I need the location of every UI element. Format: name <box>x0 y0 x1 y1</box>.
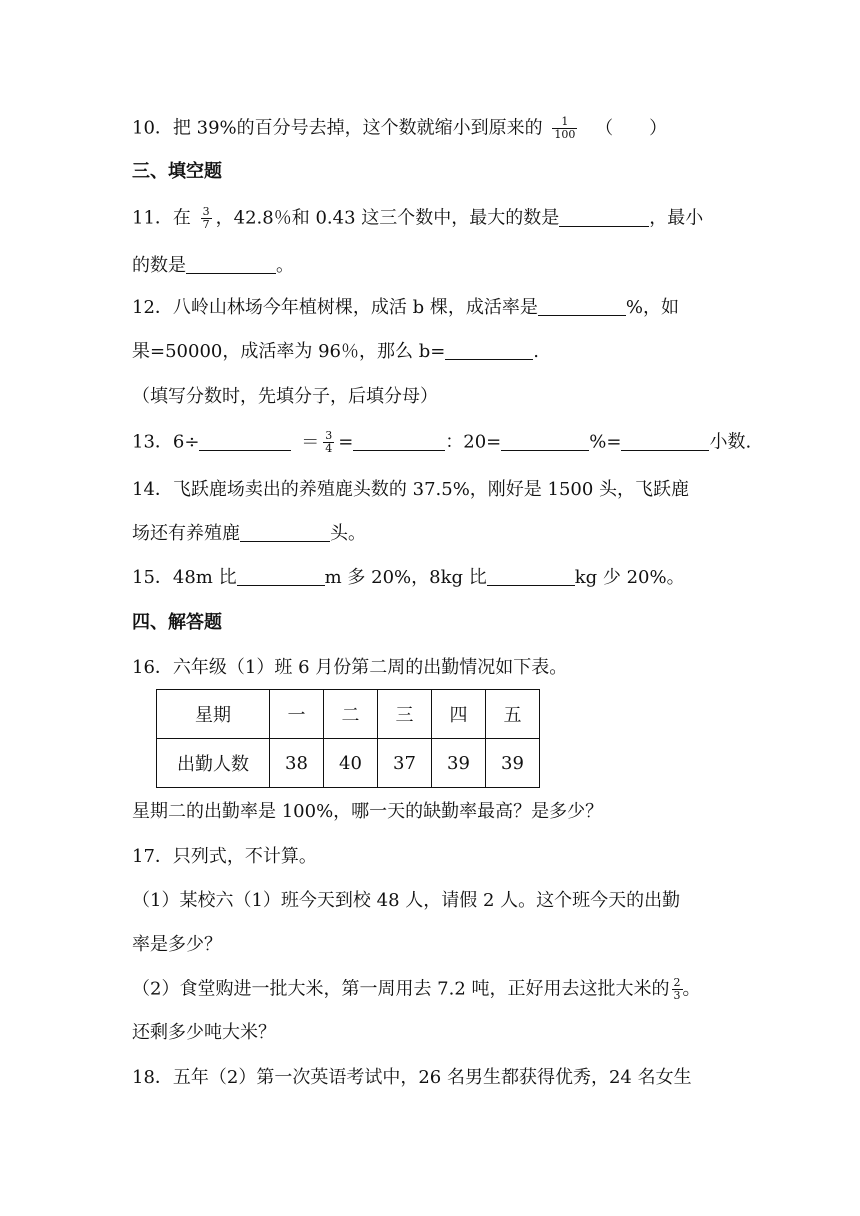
question-11: 11．在 $\frac{3}{7}$ ，42.8％和 0.43 这三个数中，最大的数是 ，最小 <box>132 205 704 231</box>
question-16: 16．六年级（1）班 6 月份第二周的出勤情况如下表。 <box>132 657 568 678</box>
table-cell: 39 <box>486 739 540 788</box>
question-12: 12．八岭山林场今年植树棵，成活 b 棵，成活率是 %，如 <box>132 297 679 318</box>
answer-blank <box>501 432 589 451</box>
answer-blank <box>240 523 330 542</box>
table-cell: 一 <box>270 690 324 739</box>
section-heading-fill-blank: 三、填空题 <box>132 161 222 182</box>
question-17-part2: （2）食堂购进一批大米，第一周用去 7.2 吨，正好用去这批大米的 $\frac{2}{3}$ 。 <box>132 976 701 1002</box>
table-cell: 五 <box>486 690 540 739</box>
fraction: $\frac{1}{100}$ <box>554 115 576 141</box>
answer-blank <box>487 567 575 586</box>
answer-blank <box>559 208 649 227</box>
table-cell: 出勤人数 <box>157 739 270 788</box>
attendance-table <box>156 689 540 788</box>
answer-blank <box>445 341 533 360</box>
table-cell: 二 <box>324 690 378 739</box>
answer-parentheses: （ ） <box>595 117 668 139</box>
question-11-line2: 的数是 。 <box>132 255 294 276</box>
question-number: 10． <box>132 117 173 139</box>
question-15: 15．48m 比 m 多 20%，8kg 比 kg 少 20%。 <box>132 567 685 588</box>
table-cell: 37 <box>378 739 432 788</box>
question-10 <box>132 116 667 141</box>
question-17: 17．只列式，不计算。 <box>132 846 317 867</box>
table-cell: 38 <box>270 739 324 788</box>
table-row <box>157 690 540 739</box>
question-17-part1: （1）某校六（1）班今天到校 48 人，请假 2 人。这个班今天的出勤 <box>132 890 681 911</box>
table-cell: 40 <box>324 739 378 788</box>
answer-blank <box>538 297 626 316</box>
question-16-question: 星期二的出勤率是 100%，哪一天的缺勤率最高？是多少？ <box>132 801 604 822</box>
question-14-line2: 场还有养殖鹿 头。 <box>132 523 366 544</box>
question-17-part2-line2: 还剩多少吨大米？ <box>132 1022 276 1043</box>
question-13: 13．6÷ ＝ $\frac{3}{4}$ = ：20= %= 小数. <box>132 429 752 455</box>
question-14: 14．飞跃鹿场卖出的养殖鹿头数的 37.5%，刚好是 1500 头，飞跃鹿 <box>132 479 690 500</box>
answer-blank <box>237 567 325 586</box>
table-cell: 星期 <box>157 690 270 739</box>
question-12-line2: 果=50000，成活率为 96％，那么 b= . <box>132 341 540 362</box>
table-cell: 39 <box>432 739 486 788</box>
fraction: $\frac{3}{7}$ <box>202 205 210 231</box>
fraction: $\frac{3}{4}$ <box>325 429 333 455</box>
table-cell: 三 <box>378 690 432 739</box>
question-text: 把 39%的百分号去掉，这个数就缩小到原来的 <box>172 117 543 139</box>
table-row <box>157 739 540 788</box>
table-cell: 四 <box>432 690 486 739</box>
question-18: 18．五年（2）第一次英语考试中，26 名男生都获得优秀，24 名女生 <box>132 1067 692 1088</box>
answer-blank <box>199 432 291 451</box>
answer-blank <box>353 432 445 451</box>
section-heading-problems: 四、解答题 <box>132 612 222 633</box>
answer-blank <box>621 432 709 451</box>
question-17-part1-line2: 率是多少？ <box>132 934 222 955</box>
question-12-note: （填写分数时，先填分子，后填分母） <box>132 386 438 407</box>
fraction: $\frac{2}{3}$ <box>673 976 681 1002</box>
answer-blank <box>186 255 276 274</box>
